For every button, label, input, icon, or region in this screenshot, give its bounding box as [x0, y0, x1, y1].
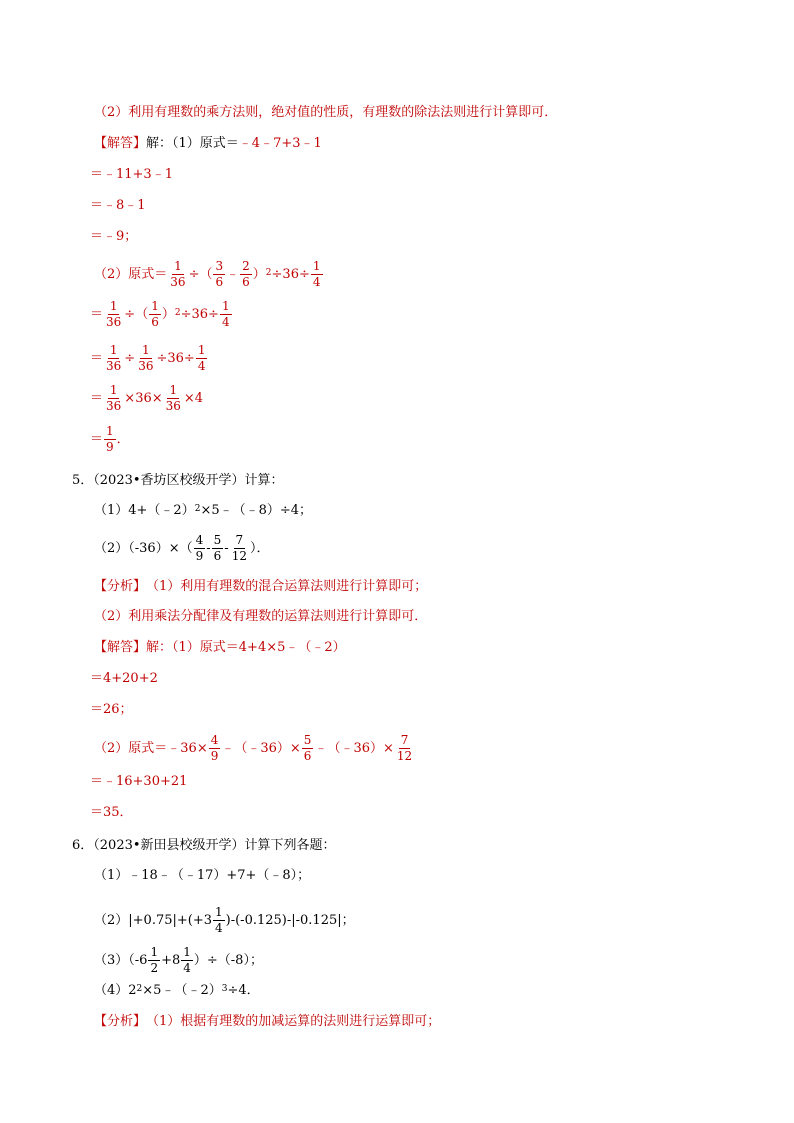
q5-part-2: （2）（-36）×（ $\frac{4}{9}$ - $\frac{5}{6}$ - $\frac{7}{12}$ ）． [94, 533, 270, 564]
prev-step-1: ＝﹣11+3﹣1 [90, 167, 173, 182]
q5-answer-1: 【解答】 解：（1）原式＝4+4×5﹣（﹣2） [94, 640, 346, 655]
q5-analysis-2: （2）利用乘法分配律及有理数的运算法则进行计算即可． [94, 609, 428, 624]
fraction: $\frac{1}{9}$ [106, 424, 114, 455]
fraction: $\frac{1}{4}$ [215, 905, 223, 936]
fraction: $\frac{1}{4}$ [197, 343, 206, 374]
fraction: $\frac{7}{12}$ [231, 533, 247, 564]
fraction: $\frac{7}{12}$ [396, 733, 413, 764]
q6-part-1: （1）﹣18﹣（﹣17）+7+（﹣8）； [94, 868, 311, 883]
fraction: $\frac{1}{36}$ [106, 343, 122, 374]
fraction: $\frac{4}{9}$ [195, 533, 204, 564]
q5-analysis-1: 【分析】 （1）利用有理数的混合运算法则进行计算即可； [94, 579, 428, 594]
fraction: $\frac{1}{4}$ [221, 299, 230, 330]
fraction: $\frac{1}{36}$ [106, 299, 122, 330]
q5-p2-line: （2）原式＝﹣36× $\frac{4}{9}$ ﹣（﹣36）× $\frac{5}{6}$ ﹣（﹣36）× $\frac{7}{12}$ [94, 733, 413, 764]
fraction: $\frac{2}{6}$ [242, 259, 250, 290]
prev-p2-result: ＝ $\frac{1}{9}$ ． [90, 424, 130, 455]
prev-step-3: ＝﹣9； [90, 229, 138, 244]
q6-analysis-1: 【分析】 （1）根据有理数的加减运算的法则进行运算即可； [94, 1014, 441, 1029]
prev-analysis-2: （2）利用有理数的乘方法则，绝对值的性质，有理数的除法法则进行计算即可． [94, 105, 558, 120]
fraction: $\frac{1}{36}$ [165, 383, 181, 414]
fraction: $\frac{5}{6}$ [213, 533, 222, 564]
fraction: $\frac{3}{6}$ [215, 259, 224, 290]
q5-step-1: ＝4+20+2 [90, 671, 158, 686]
prev-p2-step-2: ＝ $\frac{1}{36}$ ÷ $\frac{1}{36}$ ÷36÷ $\frac{1}{4}$ [90, 343, 206, 374]
fraction: $\frac{1}{6}$ [151, 299, 159, 330]
q6-part-2: （2）|+0.75|+(+3 $\frac{1}{4}$ )-(-0.125)-|-0.125|； [94, 905, 355, 936]
fraction: $\frac{1}{36}$ [138, 343, 154, 374]
prev-p2-step-1: ＝ $\frac{1}{36}$ ÷ （ $\frac{1}{6}$ ） $^2$ ÷36÷ $\frac{1}{4}$ [90, 299, 230, 330]
fraction: $\frac{5}{6}$ [303, 733, 312, 764]
prev-p2-line: （2）原式＝ $\frac{1}{36}$ ÷ （ $\frac{3}{6}$ ﹣ $\frac{2}{6}$ ） $^2$ ÷36÷ $\frac{1}{4}$ [94, 259, 321, 290]
fraction: $\frac{1}{4}$ [183, 945, 191, 976]
q5-step-4: ＝35． [90, 805, 133, 820]
q5-part-1: （1）4+（﹣2） $^2$ ×5﹣（﹣8）÷4； [94, 503, 313, 518]
q5-title: 5．（2023•香坊区校级开学）计算： [72, 473, 284, 488]
fraction: $\frac{1}{36}$ [170, 259, 186, 290]
prev-p2-step-3: ＝ $\frac{1}{36}$ ×36× $\frac{1}{36}$ ×4 [90, 383, 204, 414]
fraction: $\frac{1}{36}$ [106, 383, 122, 414]
q6-part-4: （4）2 $^2$ ×5﹣（﹣2） $^3$ ÷4． [94, 983, 260, 998]
q6-part-3: （3）（-6 $\frac{1}{2}$ +8 $\frac{1}{4}$ ）÷（-8）； [94, 945, 263, 976]
q6-title: 6．（2023•新田县校级开学）计算下列各题： [72, 838, 336, 853]
fraction: $\frac{4}{9}$ [210, 733, 219, 764]
q5-step-3: ＝﹣16+30+21 [90, 774, 188, 789]
q5-step-2: ＝26； [90, 702, 133, 717]
fraction: $\frac{1}{2}$ [150, 945, 159, 976]
prev-step-2: ＝﹣8﹣1 [90, 198, 146, 213]
fraction: $\frac{1}{4}$ [312, 259, 321, 290]
prev-answer-line: 【解答】 解：（1）原式＝ ﹣4﹣7+3﹣1 [94, 136, 322, 151]
